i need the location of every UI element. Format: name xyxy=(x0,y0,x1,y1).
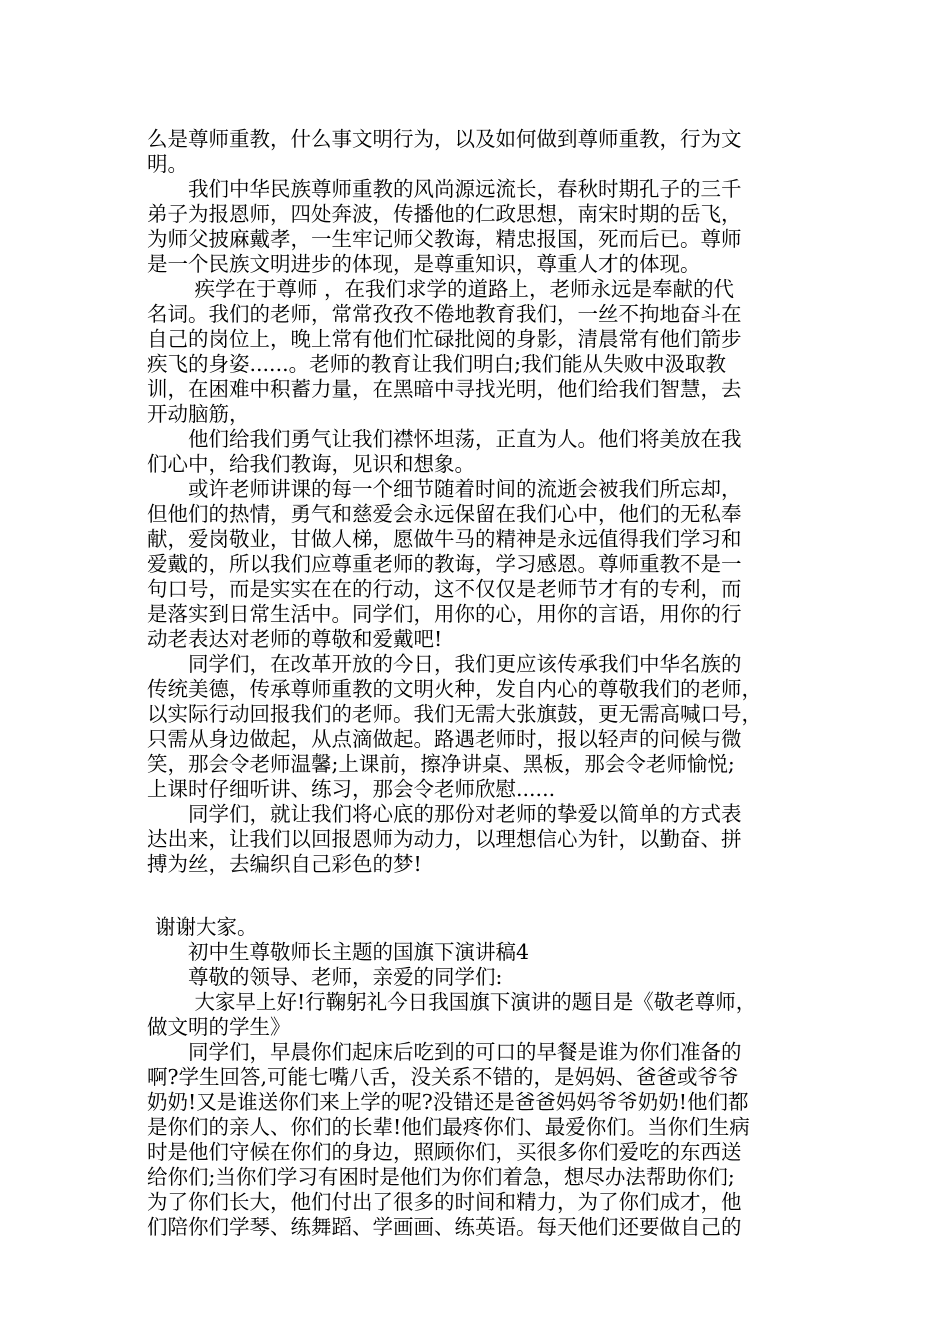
text-line: 笑，那会令老师温馨;上课前，擦净讲桌、黑板，那会令老师愉悦; xyxy=(147,752,735,776)
text-line: 是一个民族文明进步的体现，是尊重知识，尊重人才的体现。 xyxy=(147,252,701,276)
text-line: 么是尊师重教，什么事文明行为，以及如何做到尊师重教，行为文 xyxy=(147,127,742,151)
text-line: 是你们的亲人、你们的长辈!他们最疼你们、最爱你们。当你们生病 xyxy=(147,1115,750,1139)
text-line: 爱戴的，所以我们应尊重老师的教诲，学习感恩。尊师重教不是一 xyxy=(147,552,742,576)
text-line: 们陪你们学琴、练舞蹈、学画画、练英语。每天他们还要做自己的 xyxy=(147,1215,742,1239)
text-line: 但他们的热情，勇气和慈爱会永远保留在我们心中，他们的无私奉 xyxy=(147,502,742,526)
text-line: 们心中，给我们教诲，见识和想象。 xyxy=(147,452,475,476)
text-line: 时是他们守候在你们的身边，照顾你们，买很多你们爱吃的东西送 xyxy=(147,1140,742,1164)
text-line: 训，在困难中积蓄力量，在黑暗中寻找光明，他们给我们智慧，去 xyxy=(147,377,742,401)
speech-title: 初中生尊敬师长主题的国旗下演讲稿4 xyxy=(147,940,530,964)
text-line: 明。 xyxy=(147,152,188,176)
text-line: 同学们，在改革开放的今日，我们更应该传承我们中华名族的 xyxy=(147,652,742,676)
text-line: 搏为丝，去编织自己彩色的梦! xyxy=(147,852,422,876)
text-line: 为了你们长大，他们付出了很多的时间和精力，为了你们成才，他 xyxy=(147,1190,742,1214)
greeting: 尊敬的领导、老师，亲爱的同学们: xyxy=(147,965,503,989)
text-line: 上课时仔细听讲、练习，那会令老师欣慰...... xyxy=(147,777,556,801)
text-line: 我们中华民族尊师重教的风尚源远流长，春秋时期孔子的三千 xyxy=(147,177,742,201)
text-line: 名词。我们的老师，常常孜孜不倦地教育我们，一丝不拘地奋斗在 xyxy=(147,302,742,326)
text-line: 句口号，而是实实在在的行动，这不仅仅是老师节才有的专利，而 xyxy=(147,577,742,601)
text-line: 弟子为报恩师，四处奔波，传播他的仁政思想，南宋时期的岳飞， xyxy=(147,202,742,226)
text-line: 达出来，让我们以回报恩师为动力，以理想信心为针，以勤奋、拼 xyxy=(147,827,742,851)
text-line: 是落实到日常生活中。同学们，用你的心，用你的言语，用你的行 xyxy=(147,602,742,626)
text-line: 动老表达对老师的尊敬和爱戴吧! xyxy=(147,627,443,651)
text-line: 同学们，早晨你们起床后吃到的可口的早餐是谁为你们准备的 xyxy=(147,1040,742,1064)
paragraph-gap xyxy=(147,877,815,915)
text-line: 疾飞的身姿......。老师的教育让我们明白;我们能从失败中汲取教 xyxy=(147,352,727,376)
text-line: 为师父披麻戴孝，一生牢记师父教诲，精忠报国，死而后已。尊师 xyxy=(147,227,742,251)
text-line: 献，爱岗敬业，甘做人梯，愿做牛马的精神是永远值得我们学习和 xyxy=(147,527,742,551)
text-line: 奶奶!又是谁送你们来上学的呢?没错还是爸爸妈妈爷爷奶奶!他们都 xyxy=(147,1090,749,1114)
text-line: 他们给我们勇气让我们襟怀坦荡，正直为人。他们将美放在我 xyxy=(147,427,742,451)
text-line: 以实际行动回报我们的老师。我们无需大张旗鼓，更无需高喊口号， xyxy=(147,702,762,726)
text-line: 同学们，就让我们将心底的那份对老师的挚爱以简单的方式表 xyxy=(147,802,742,826)
text-line: 大家早上好!行鞠躬礼今日我国旗下演讲的题目是《敬老尊师， xyxy=(147,990,757,1014)
text-line: 做文明的学生》 xyxy=(147,1015,291,1039)
text-line: 啊?学生回答,可能七嘴八舌，没关系不错的，是妈妈、爸爸或爷爷 xyxy=(147,1065,739,1089)
text-line: 疾学在于尊师 ，在我们求学的道路上，老师永远是奉献的代 xyxy=(147,277,735,301)
signoff: 谢谢大家。 xyxy=(155,915,258,939)
text-line: 自己的岗位上，晚上常有他们忙碌批阅的身影，清晨常有他们箭步 xyxy=(147,327,742,351)
text-line: 只需从身边做起，从点滴做起。路遇老师时，报以轻声的问候与微 xyxy=(147,727,742,751)
text-line: 或许老师讲课的每一个细节随着时间的流逝会被我们所忘却， xyxy=(147,477,742,501)
text-line: 开动脑筋， xyxy=(147,402,250,426)
text-line: 传统美德，传承尊师重教的文明火种，发自内心的尊敬我们的老师， xyxy=(147,677,762,701)
speech-text xyxy=(147,127,815,1240)
text-line: 给你们;当你们学习有困时是他们为你们着急，想尽办法帮助你们; xyxy=(147,1165,735,1189)
